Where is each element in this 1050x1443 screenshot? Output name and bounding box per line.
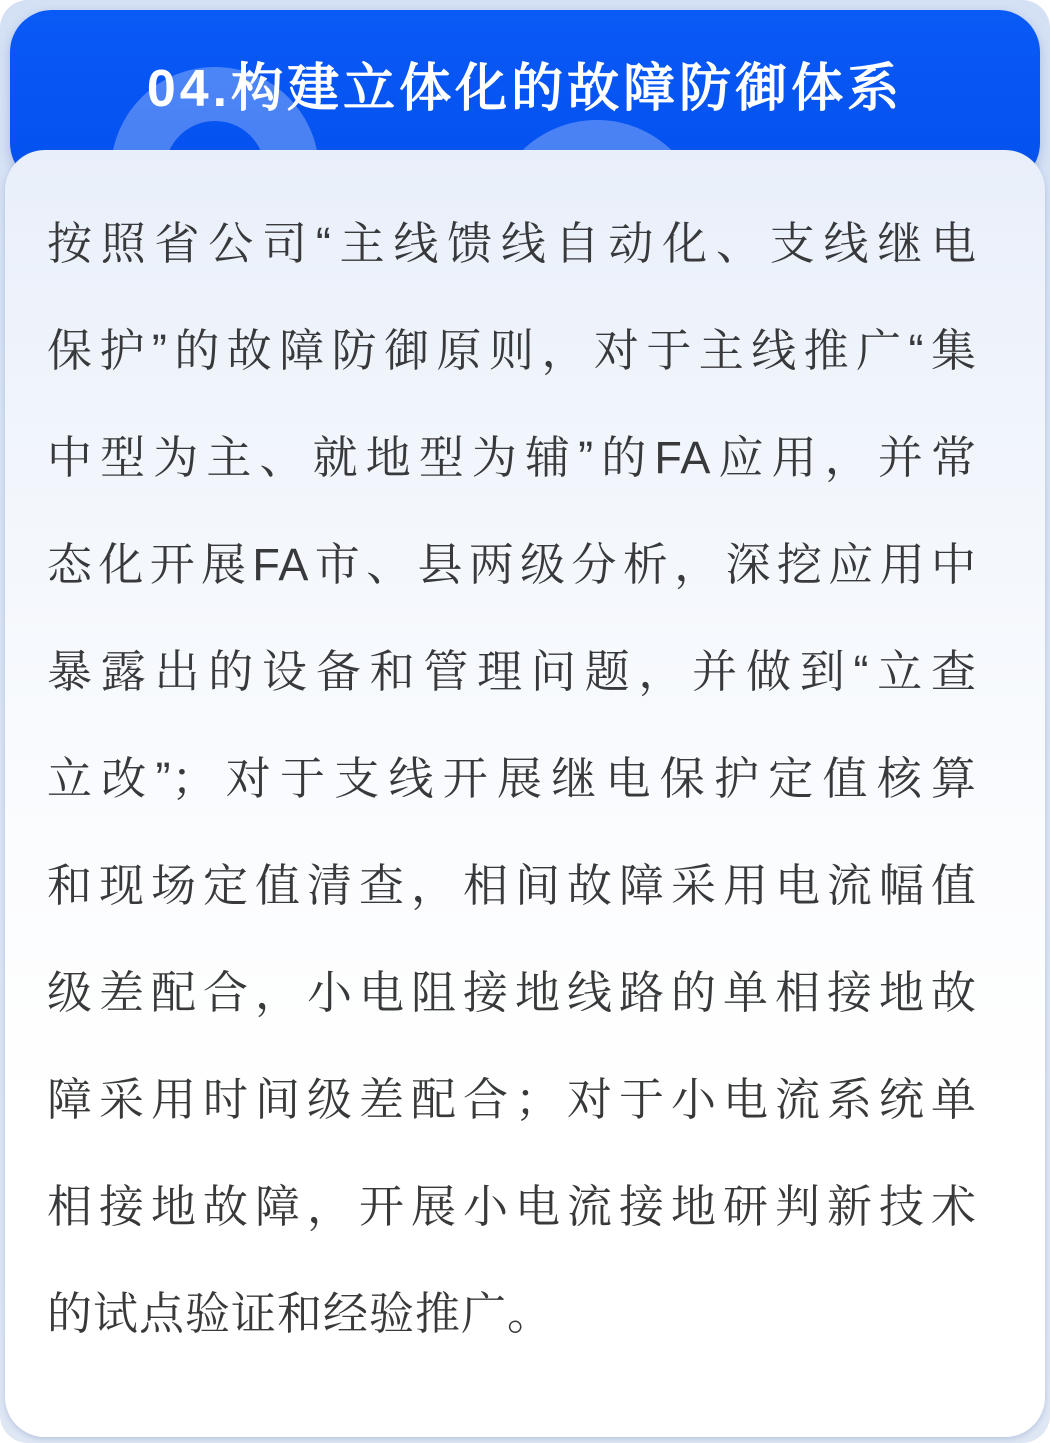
text-line: 相接地故障，开展小电流接地研判新技术 (47, 1181, 977, 1232)
text-line: 按照省公司“主线馈线自动化、支线继电 (47, 218, 977, 269)
content-card (5, 150, 1045, 1437)
text-line: 态化开展FA市、县两级分析，深挖应用中 (47, 539, 977, 590)
section-title: 04.构建立体化的故障防御体系 (146, 60, 904, 118)
text-line: 暴露出的设备和管理问题，并做到“立查 (47, 646, 977, 697)
text-line: 的试点验证和经验推广。 (47, 1288, 554, 1339)
text-line: 障采用时间级差配合；对于小电流系统单 (47, 1074, 977, 1125)
text-line: 和现场定值清查，相间故障采用电流幅值 (47, 860, 977, 911)
text-line: 中型为主、就地型为辅”的FA应用，并常 (47, 432, 977, 483)
body-paragraph (5, 150, 1045, 1367)
text-line: 立改”；对于支线开展继电保护定值核算 (47, 753, 977, 804)
text-line: 保护”的故障防御原则，对于主线推广“集 (47, 325, 977, 376)
text-line: 级差配合，小电阻接地线路的单相接地故 (47, 967, 977, 1018)
